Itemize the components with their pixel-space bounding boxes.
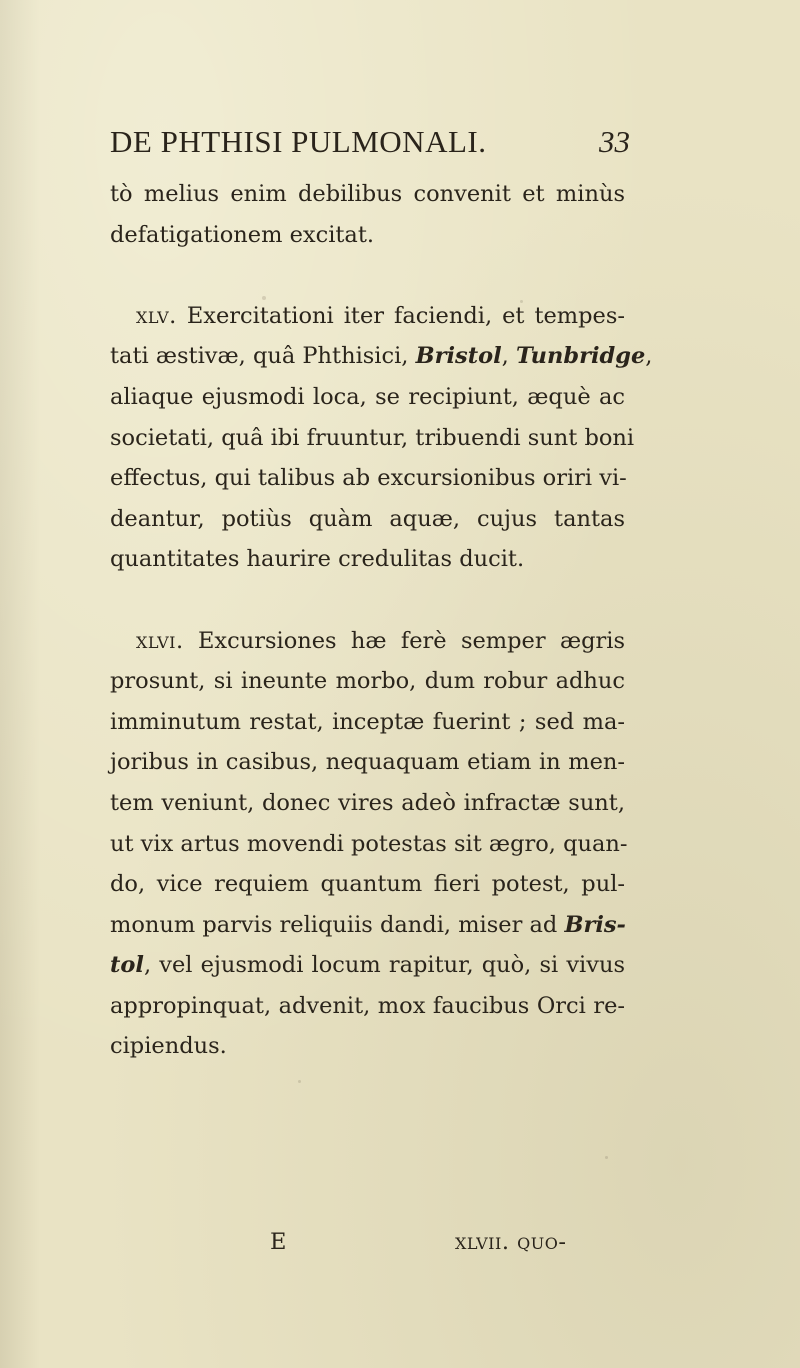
text-run: defatigationem excitat. (110, 221, 375, 248)
text-run: prosunt, si ineunte morbo, dum robur adhuc (110, 668, 625, 695)
text-line (110, 621, 625, 662)
text-run: monum parvis reliquiis dandi, miser ad (110, 911, 565, 938)
text-run: effectus, qui talibus ab excursionibus oriri vi- (110, 465, 627, 492)
text-run: imminutum restat, inceptæ fuerint ; sed ma- (110, 708, 625, 735)
text-run: Exercitationi iter faciendi, et tempes- (186, 302, 626, 329)
text-run: ut vix artus movendi potestas sit ægro, quan- (110, 830, 628, 857)
text-run: tem veniunt, donec vires adeò infractæ sunt, (110, 789, 625, 816)
text-line (110, 824, 628, 865)
catchword: xlvii. quo- (455, 1229, 567, 1255)
paragraph (110, 296, 653, 580)
text-run: quantitates haurire credulitas ducit. (110, 546, 525, 573)
text-line (110, 499, 625, 540)
text-run: deantur, potiùs quàm aquæ, cujus tantas (110, 505, 625, 532)
text-line (110, 418, 635, 459)
text-run: , (501, 343, 516, 370)
paragraph (110, 174, 625, 255)
text-line (110, 539, 625, 580)
text-line (110, 174, 625, 215)
text-line (110, 336, 653, 377)
paper-speck (520, 300, 523, 303)
text-run: cipiendus. (110, 1033, 227, 1060)
text-run: aliaque ejusmodi loca, se recipiunt, æquè ac (110, 383, 625, 410)
signature-mark: E (270, 1229, 287, 1255)
text-line (110, 905, 625, 946)
text-run: , vel ejusmodi locum rapitur, quò, si vivus (143, 952, 625, 979)
text-line (110, 702, 625, 743)
page-footer (110, 1229, 625, 1269)
place-name: Bristol (415, 343, 502, 370)
page-number: 33 (599, 124, 630, 159)
text-line (110, 661, 625, 702)
running-head: DE PHTHISI PULMONALI. (110, 124, 487, 159)
text-line (110, 742, 625, 783)
section-number: xlvi. (136, 627, 184, 654)
text-line (110, 377, 625, 418)
text-line (110, 1026, 625, 1067)
paper-speck (262, 296, 266, 300)
text-run: joribus in casibus, nequaquam etiam in men- (110, 749, 625, 776)
text-run: do, vice requiem quantum fieri potest, pul- (110, 871, 625, 898)
paper-speck (605, 1156, 608, 1159)
text-run: appropinquat, advenit, mox faucibus Orci re- (110, 992, 625, 1019)
text-run: Excursiones hæ ferè semper ægris (198, 627, 625, 654)
text-line (110, 864, 625, 905)
body-text (110, 174, 653, 1067)
text-line (110, 215, 625, 256)
text-run: , (645, 343, 653, 370)
place-name: Bris- (564, 911, 626, 938)
paper-speck (298, 1080, 301, 1083)
text-run: tati æstivæ, quâ Phthisici, (110, 343, 416, 370)
text-line (110, 986, 625, 1027)
text-line (110, 296, 625, 337)
text-run: societati, quâ ibi fruuntur, tribuendi sunt boni (110, 424, 635, 451)
text-run: tò melius enim debilibus convenit et minùs (110, 181, 625, 207)
paragraph (110, 621, 628, 1068)
text-line (110, 945, 625, 986)
page-header (110, 124, 630, 168)
section-number: xlv. (136, 302, 177, 329)
text-line (110, 458, 625, 499)
place-name: tol (110, 952, 144, 979)
place-name: Tunbridge (515, 343, 646, 370)
text-line (110, 783, 625, 824)
